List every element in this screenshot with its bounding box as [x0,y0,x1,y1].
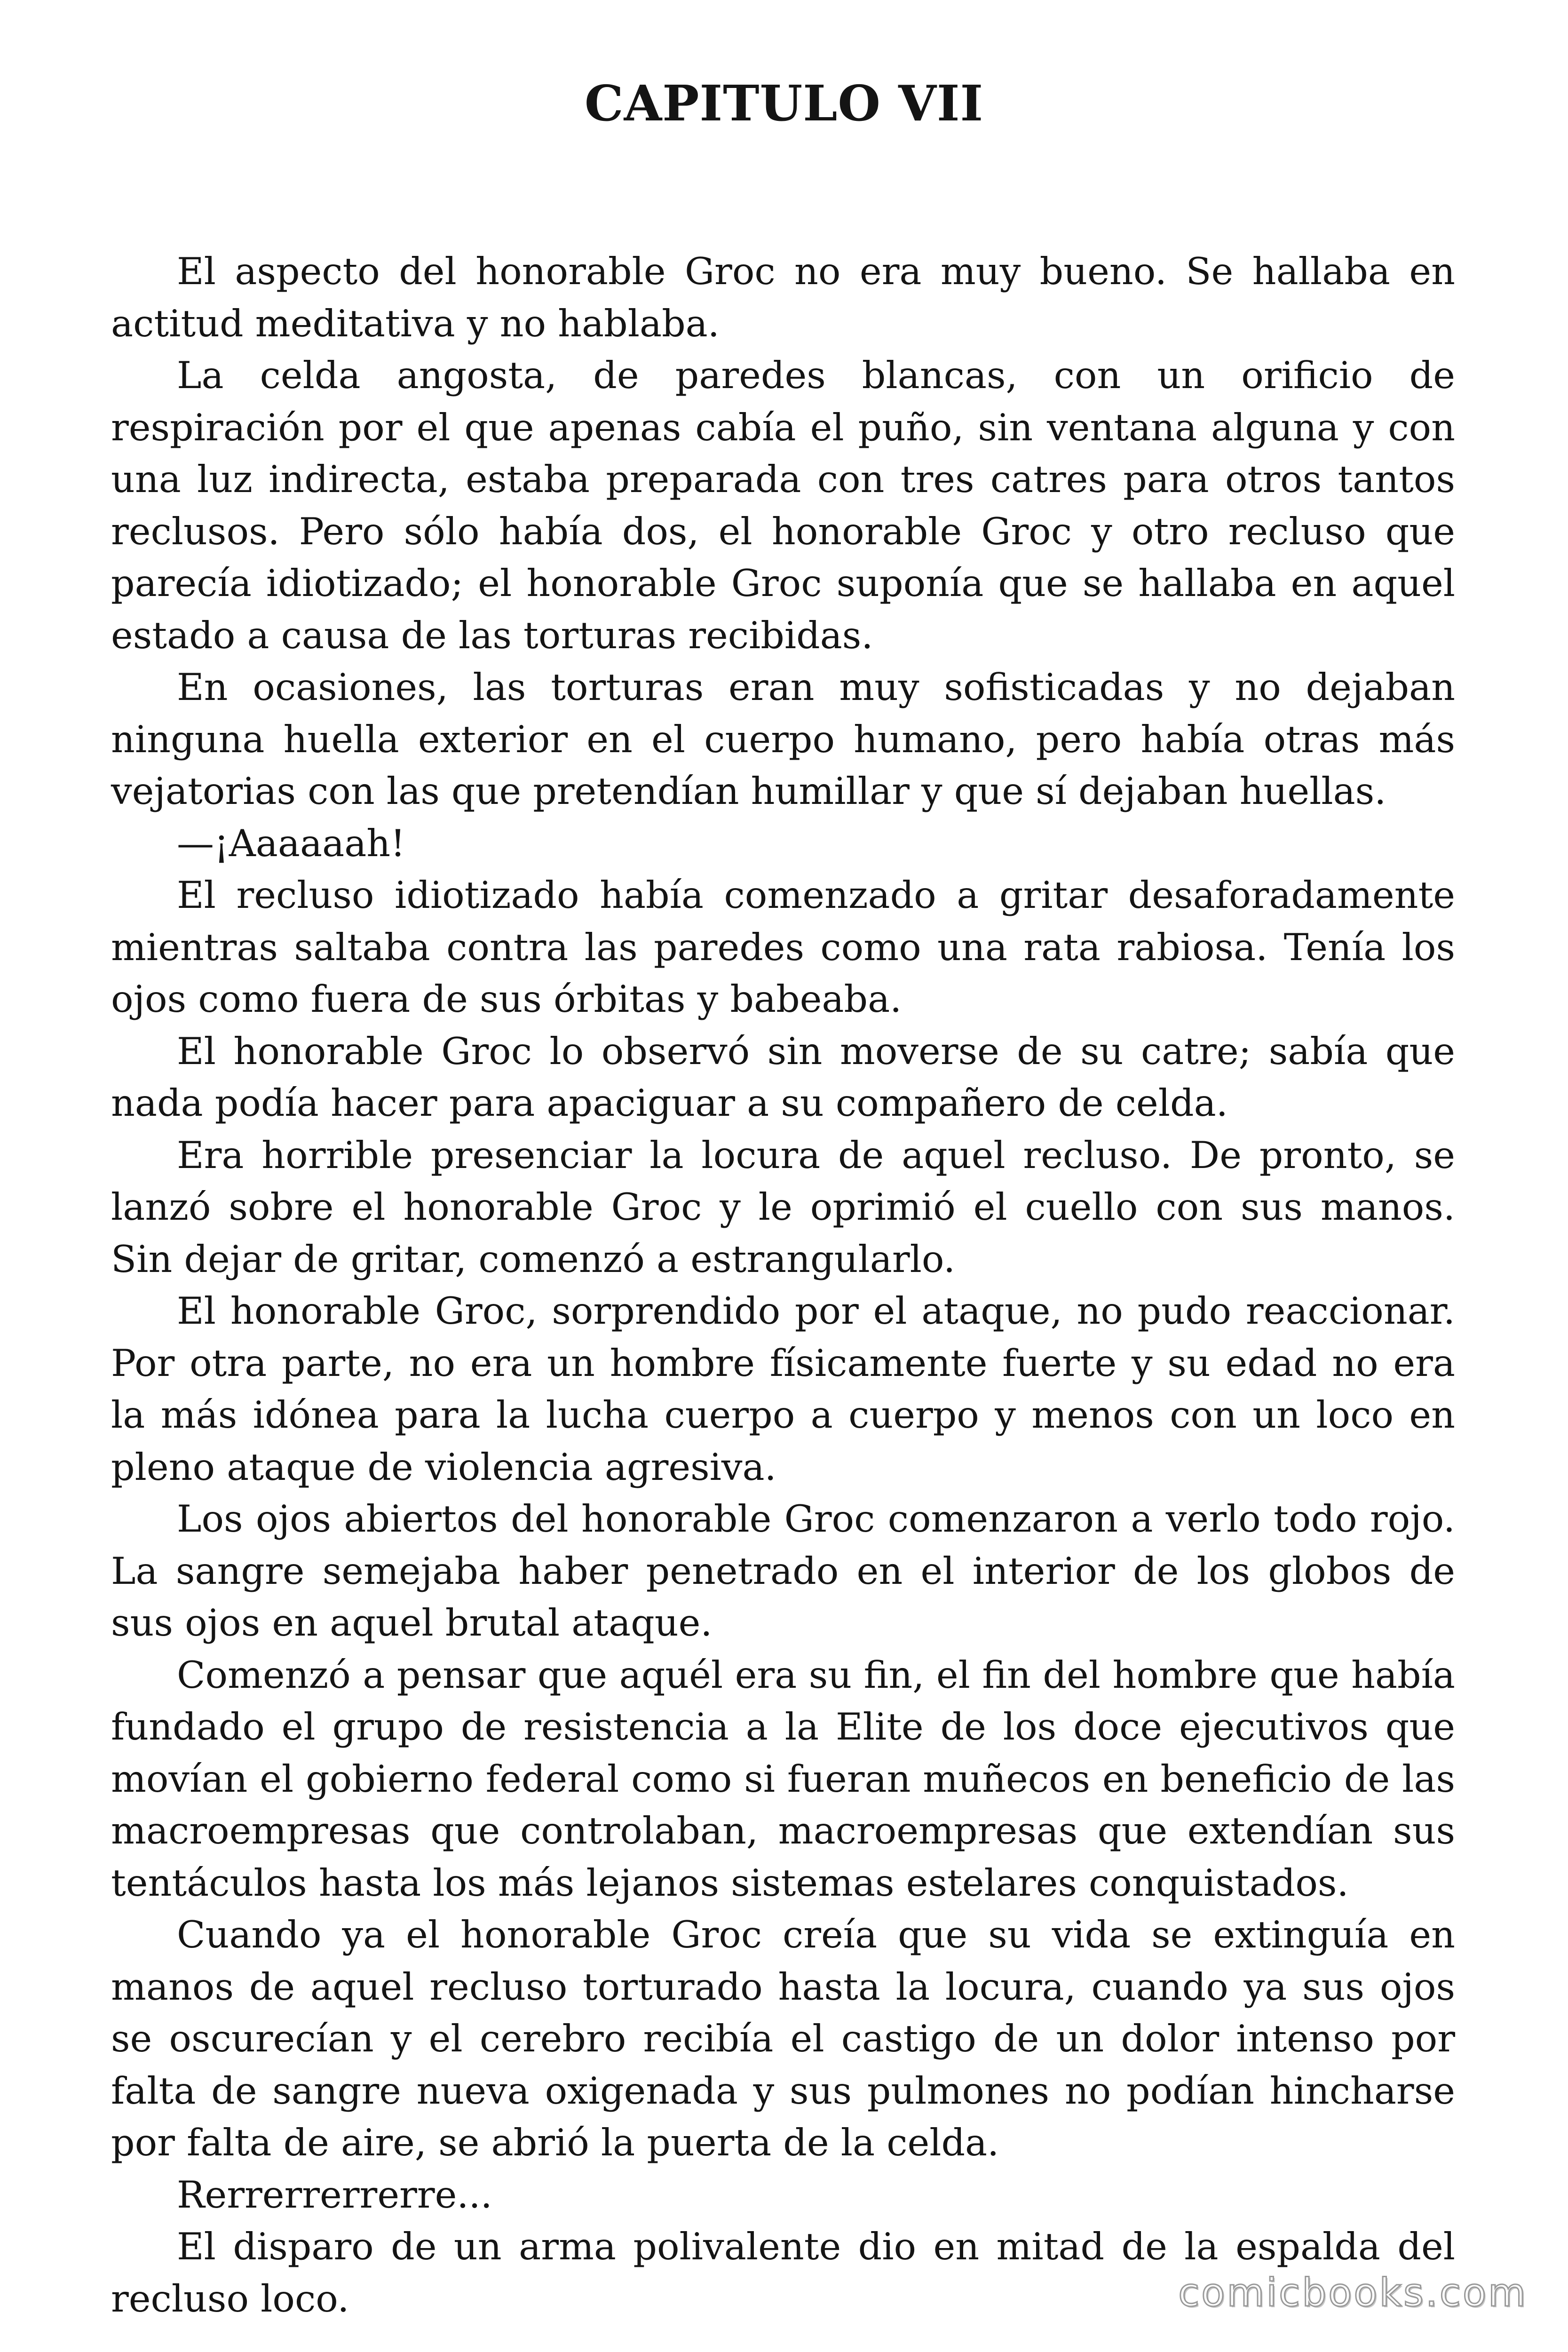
paragraph: El honorable Groc, sorprendido por el ataque, no pudo reaccionar. Por otra parte, no era un hombre físicamente fuerte y su edad no era la más idónea para la lucha cuerpo a cuerpo y menos con un loco en pleno ataque de violencia agresiva. [111,1289,1455,1489]
paragraph: Comenzó a pensar que aquél era su fin, el fin del hombre que había fundado el grupo de resistencia a la Elite de los doce ejecutivos que movían el gobierno federal como si fueran muñecos en beneficio de las macroempresas que controlaban, macroempresas que extendían sus tentáculos hasta los más lejanos sistemas estelares conquistados. [111,1653,1455,1905]
paragraph: En ocasiones, las torturas eran muy sofisticadas y no dejaban ninguna huella exterior en el cuerpo humano, pero había otras más vejatorias con las que pretendían humillar y que sí dejaban huellas. [111,666,1455,813]
paragraph: La celda angosta, de paredes blancas, con un orificio de respiración por el que apenas cabía el puño, sin ventana alguna y con una luz indirecta, estaba preparada con tres catres para otros tantos reclusos. Pero sólo había dos, el honorable Groc y otro recluso que parecía idiotizado; el honorable Groc suponía que se hallaba en aquel estado a causa de las torturas recibidas. [111,354,1455,657]
paragraph: Era horrible presenciar la locura de aquel recluso. De pronto, se lanzó sobre el honorable Groc y le oprimió el cuello con sus manos. Sin dejar de gritar, comenzó a estrangularlo. [111,1133,1455,1281]
watermark: comicbooks.com [1178,2271,1528,2315]
paragraph: El honorable Groc lo observó sin moverse de su catre; sabía que nada podía hacer para apaciguar a su compañero de celda. [111,1029,1455,1125]
paragraph: El aspecto del honorable Groc no era muy bueno. Se hallaba en actitud meditativa y no hablaba. [111,250,1455,345]
paragraph: Rerrerrerrerre... [177,2173,492,2217]
paragraph: El recluso idiotizado había comenzado a gritar desaforadamente mientras saltaba contra las paredes como una rata rabiosa. Tenía los ojos como fuera de sus órbitas y babeaba. [111,874,1455,1021]
paragraph: Cuando ya el honorable Groc creía que su vida se extinguía en manos de aquel recluso torturado hasta la locura, cuando ya sus ojos se oscurecían y el cerebro recibía el castigo de un dolor intenso por falta de sangre nueva oxigenada y sus pulmones no podían hincharse por falta de aire, se abrió la puerta de la celda. [111,1913,1455,2164]
paragraph: El disparo de un arma polivalente dio en mitad de la espalda del recluso loco. [111,2225,1455,2320]
paragraph: —¡Aaaaaah! [177,821,405,865]
chapter-body [111,246,1455,2325]
paragraph: Los ojos abiertos del honorable Groc comenzaron a verlo todo rojo. La sangre semejaba haber penetrado en el interior de los globos de sus ojos en aquel brutal ataque. [111,1497,1455,1645]
chapter-title: CAPITULO VII [584,74,984,132]
